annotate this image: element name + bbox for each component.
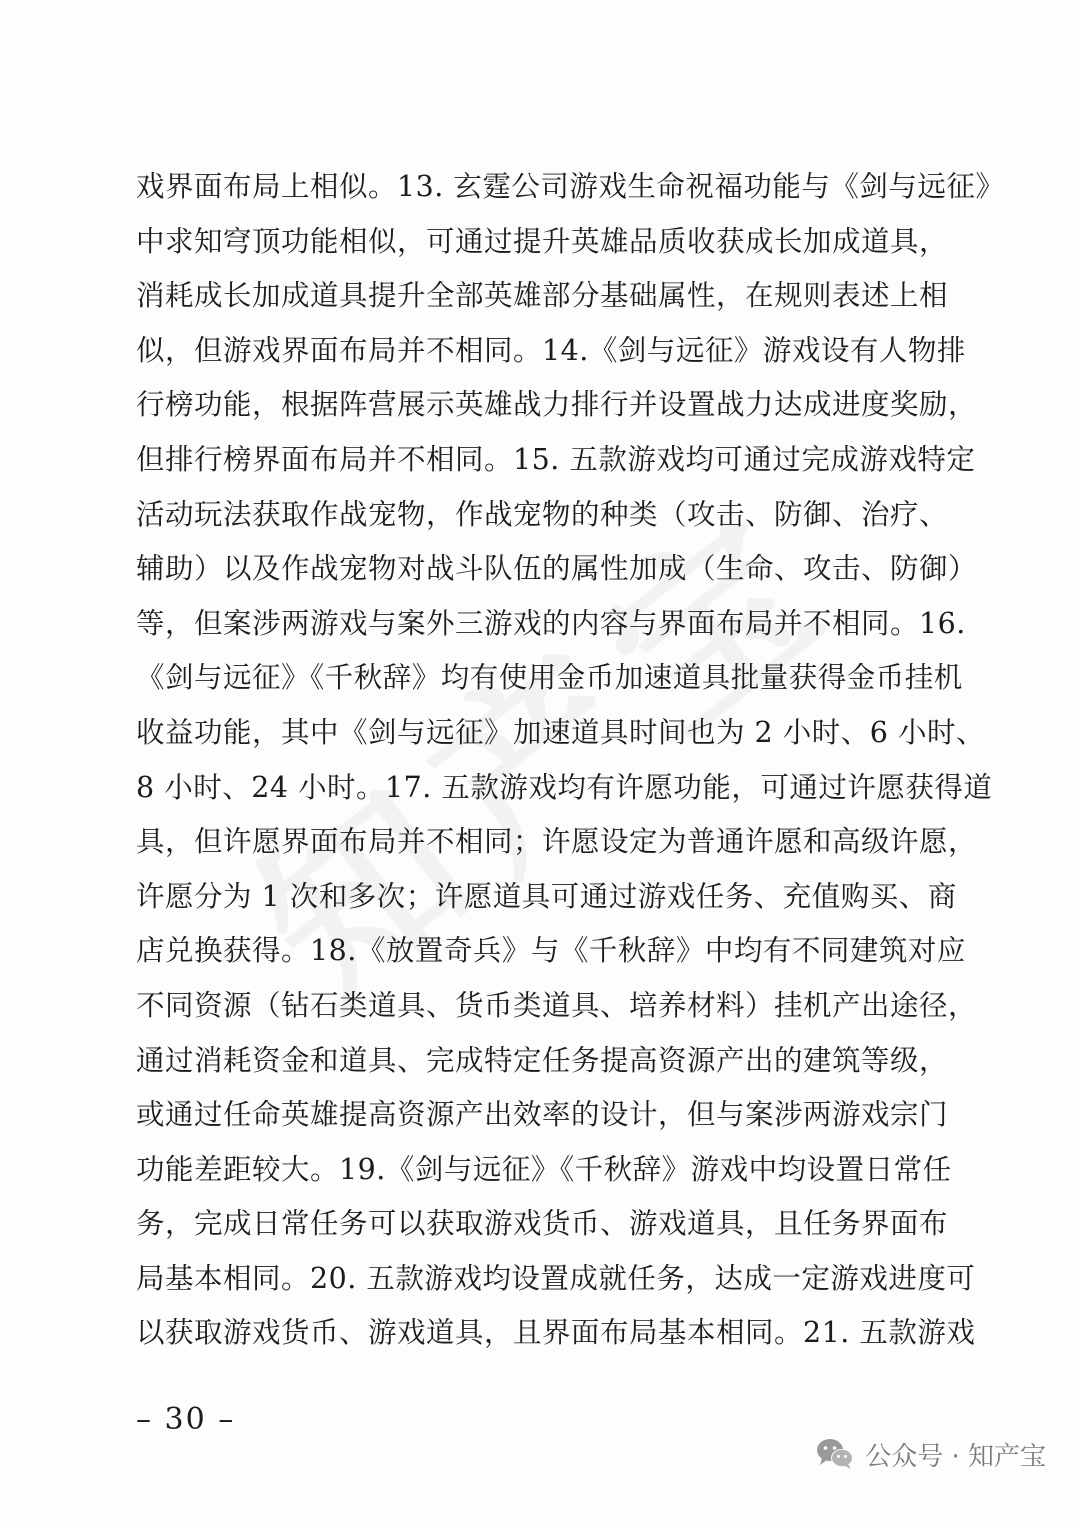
text-line: 8 小时、24 小时。17. 五款游戏均有许愿功能，可通过许愿获得道 <box>136 770 993 804</box>
text-line: 中求知穹顶功能相似，可通过提升英雄品质收获成长加成道具， <box>136 224 949 258</box>
text-line: 许愿分为 1 次和多次；许愿道具可通过游戏任务、充值购买、商 <box>136 879 957 913</box>
wechat-account-footer <box>815 1434 1046 1474</box>
account-label: 公众号 · 知产宝 <box>865 1441 1046 1472</box>
text-line: 似，但游戏界面布局并不相同。14.《剑与远征》游戏设有人物排 <box>136 333 966 367</box>
text-line: 收益功能，其中《剑与远征》加速道具时间也为 2 小时、6 小时、 <box>136 715 985 749</box>
text-line: 戏界面布局上相似。13. 玄霆公司游戏生命祝福功能与《剑与远征》 <box>136 170 1005 203</box>
text-line: 不同资源（钻石类道具、货币类道具、培养材料）挂机产出途径， <box>136 988 978 1022</box>
text-line: 辅助）以及作战宠物对战斗队伍的属性加成（生命、攻击、防御） <box>136 552 978 586</box>
document-body <box>136 160 1005 1361</box>
text-line: 局基本相同。20. 五款游戏均设置成就任务，达成一定游戏进度可 <box>136 1261 976 1295</box>
text-line: 活动玩法获取作战宠物，作战宠物的种类（攻击、防御、治疗、 <box>136 497 949 531</box>
text-line: 《剑与远征》《千秋辞》均有使用金币加速道具批量获得金币挂机 <box>136 661 963 695</box>
text-line: 店兑换获得。18.《放置奇兵》与《千秋辞》中均有不同建筑对应 <box>136 934 966 968</box>
text-line: 通过消耗资金和道具、完成特定任务提高资源产出的建筑等级， <box>136 1043 949 1077</box>
text-line: 但排行榜界面布局并不相同。15. 五款游戏均可通过完成游戏特定 <box>136 442 976 476</box>
text-line: 务，完成日常任务可以获取游戏货币、游戏道具，且任务界面布 <box>136 1207 949 1241</box>
text-line: 消耗成长加成道具提升全部英雄部分基础属性，在规则表述上相 <box>136 279 949 313</box>
text-line: 以获取游戏货币、游戏道具，且界面布局基本相同。21. 五款游戏 <box>136 1316 976 1350</box>
text-line: 功能差距较大。19.《剑与远征》《千秋辞》游戏中均设置日常任 <box>136 1152 952 1186</box>
wechat-icon <box>815 1437 855 1471</box>
text-line: 等，但案涉两游戏与案外三游戏的内容与界面布局并不相同。16. <box>136 606 966 640</box>
text-line: 行榜功能，根据阵营展示英雄战力排行并设置战力达成进度奖励， <box>136 388 978 422</box>
page-number: – 30 – <box>136 1402 236 1437</box>
text-line: 具，但许愿界面布局并不相同；许愿设定为普通许愿和高级许愿， <box>136 825 978 859</box>
text-line: 或通过任命英雄提高资源产出效率的设计，但与案涉两游戏宗门 <box>136 1098 949 1132</box>
